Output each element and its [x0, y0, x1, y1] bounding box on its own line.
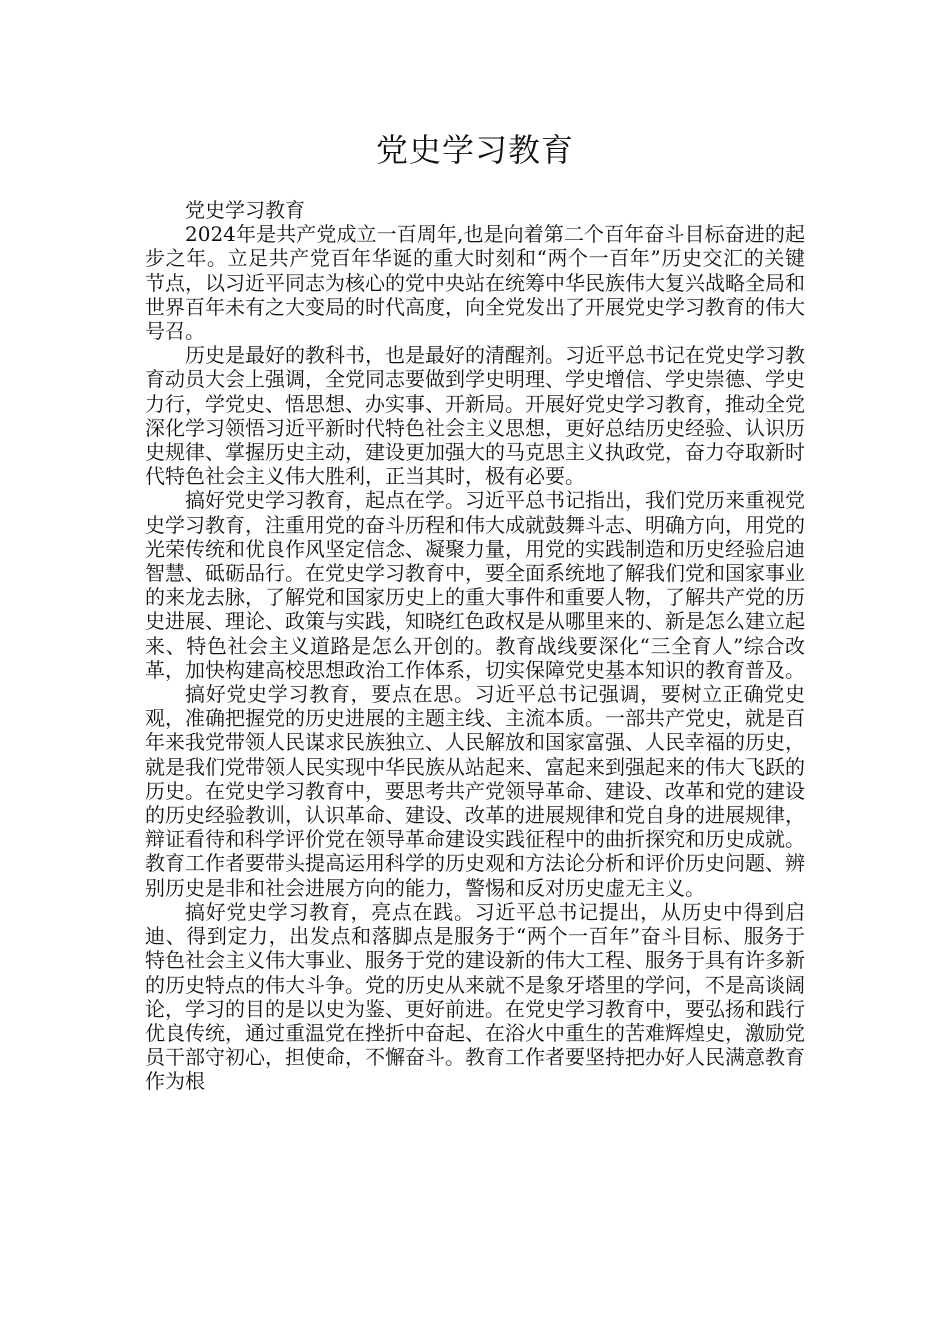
paragraph: 历史是最好的教科书，也是最好的清醒剂。习近平总书记在党史学习教育动员大会上强调，全党同志要做到学史明理、学史增信、学史崇德、学史力行，学党史、悟思想、办实事、开新局。开展好党史学习教育，推动全党深化学习领悟习近平新时代特色社会主义思想，更好总结历史经验、认识历史规律、掌握历史主动，建设更加强大的马克思主义执政党，奋力夺取新时代特色社会主义伟大胜利，正当其时，极有必要。	[145, 343, 805, 489]
paragraph: 搞好党史学习教育，起点在学。习近平总书记指出，我们党历来重视党史学习教育，注重用党的奋斗历程和伟大成就鼓舞斗志、明确方向，用党的光荣传统和优良作风坚定信念、凝聚力量，用党的实践制造和历史经验启迪智慧、砥砺品行。在党史学习教育中，要全面系统地了解我们党和国家事业的来龙去脉，了解党和国家历史上的重大事件和重要人物，了解共产党的历史进展、理论、政策与实践，知晓红色政权是从哪里来的、新是怎么建立起来、特色社会主义道路是怎么开创的。教育战线要深化“三全育人”综合改革，加快构建高校思想政治工作体系，切实保障党史基本知识的教育普及。	[145, 488, 805, 682]
paragraph: 2024年是共产党成立一百周年,也是向着第二个百年奋斗目标奋进的起步之年。立足共产党百年华诞的重大时刻和“两个一百年”历史交汇的关键节点，以习近平同志为核心的党中央站在统筹中华民族伟大复兴战略全局和世界百年未有之大变局的时代高度，向全党发出了开展党史学习教育的伟大号召。	[145, 222, 805, 344]
paragraph: 搞好党史学习教育，亮点在践。习近平总书记提出，从历史中得到启迪、得到定力，出发点和落脚点是服务于“两个一百年”奋斗目标、服务于特色社会主义伟大事业、服务于党的建设新的伟大工程、服务于具有许多新的历史特点的伟大斗争。党的历史从来就不是象牙塔里的学问，不是高谈阔论，学习的目的是以史为鉴、更好前进。在党史学习教育中，要弘扬和践行优良传统，通过重温党在挫折中奋起、在浴火中重生的苦难辉煌史，激励党员干部守初心，担使命，不懈奋斗。教育工作者要坚持把办好人民满意教育作为根	[145, 899, 805, 1094]
document-title: 党史学习教育	[375, 131, 574, 169]
paragraph-subtitle: 党史学习教育	[185, 198, 305, 222]
document-body	[145, 198, 805, 1094]
paragraph: 搞好党史学习教育，要点在思。习近平总书记强调，要树立正确党史观，准确把握党的历史进展的主题主线、主流本质。一部共产党史，就是百年来我党带领人民谋求民族独立、人民解放和国家富强、人民幸福的历史，就是我们党带领人民实现中华民族从站起来、富起来到强起来的伟大飞跃的历史。在党史学习教育中，要思考共产党领导革命、建设、改革和党的建设的历史经验教训，认识革命、建设、改革的进展规律和党自身的进展规律，辩证看待和科学评价党在领导革命建设实践征程中的曲折探究和历史成就。教育工作者要带头提高运用科学的历史观和方法论分析和评价历史问题、辨别历史是非和社会进展方向的能力，警惕和反对历史虚无主义。	[145, 682, 805, 900]
